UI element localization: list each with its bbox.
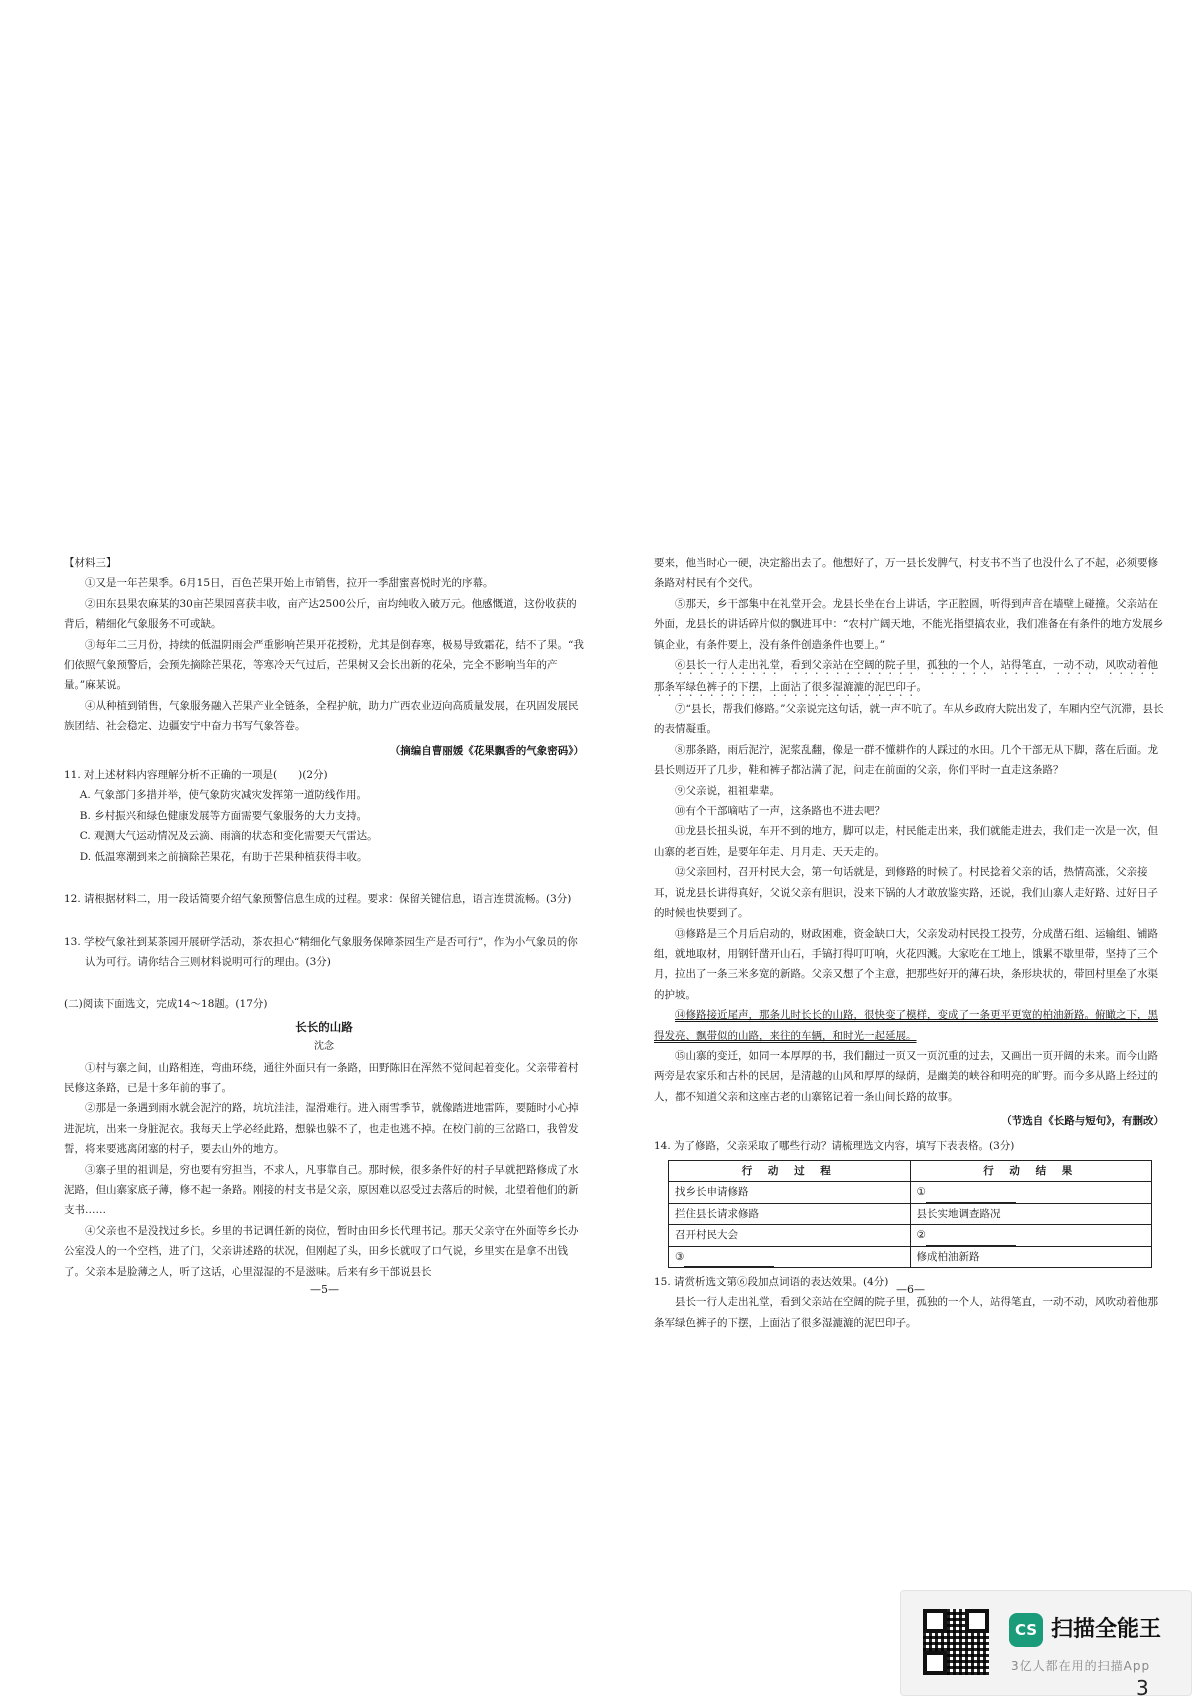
story-paragraph: ①村与寨之间，山路相连，弯曲环绕，通往外面只有一条路，田野陈旧在浑然不觉间起着变化。父亲带着村民修这条路，已是十多年前的事了。 — [64, 1061, 579, 1094]
table-header: 行 动 结 果 — [910, 1160, 1152, 1181]
story-paragraph-14: ⑭修路接近尾声，那条儿时长长的山路，很快变了模样，变成了一条更平更宽的柏油新路。俯瞰之下，黑得发亮、飘带似的山路，来往的车辆，和时光一起延展。 — [654, 1009, 1158, 1042]
source-note: （摘编自曹丽媛《花果飘香的气象密码》） — [389, 744, 584, 757]
blank-marker: ③ — [675, 1250, 685, 1263]
table-header: 行 动 过 程 — [669, 1160, 911, 1181]
option-a: A. 气象部门多措并举，使气象防灾减灾发挥第一道防线作用。 — [79, 789, 368, 802]
action-table — [668, 1160, 1152, 1268]
page-number-6: —6— — [896, 1283, 925, 1296]
story-paragraph: 要来，他当时心一硬，决定豁出去了。他想好了，万一县长发脾气，村支书不当了也没什么了不起，必须要修条路对村民有个交代。 — [654, 557, 1158, 590]
story-paragraph: ⑪龙县长扭头说，车开不到的地方，脚可以走，村民能走出来，我们就能走进去，我们走一次是一次，但山寨的老百姓，是要年年走、月月走、天天走的。 — [654, 825, 1158, 858]
story-paragraph: ⑫父亲回村，召开村民大会，第一句话就是，到修路的时候了。村民捻着父亲的话，热情高涨，父亲接耳，说龙县长讲得真好，父说父亲有胆识，没来下锅的人才敢放鉴实路，还说，我们山寨人走好路、过好日子的时候也快要到了。 — [654, 866, 1158, 920]
section-heading: (二)阅读下面选文，完成14～18题。(17分) — [64, 998, 268, 1011]
table-header-row — [669, 1160, 1152, 1181]
table-cell: 修成柏油新路 — [910, 1246, 1152, 1267]
question-13: 13. 学校气象社到某茶园开展研学活动，茶农担心“精细化气象服务保障茶园生产是否可行”，作为小气象员的你认为可行。请你结合三则材料说明可行的理由。(3分) — [64, 935, 578, 968]
source-note: （节选自《长路与短句》，有删改） — [1001, 1115, 1164, 1128]
story-paragraph: ②那是一条遇到雨水就会泥泞的路，坑坑洼洼，湿滑难行。进入雨雪季节，就像踏进地雷阵，要随时小心掉进泥坑，出来一身脏泥衣。我每天上学必经此路，想躲也躲不了，也走也逃不掉。在校门前的三岔路口，我曾发誓，将来要逃离闭塞的村子，要去山外的地方。 — [64, 1102, 579, 1156]
corner-number: 3 — [1136, 1676, 1149, 1700]
story-author: 沈念 — [314, 1041, 334, 1053]
option-c: C. 观测大气运动情况及云滴、雨滴的状态和变化需要天气雷达。 — [79, 830, 378, 843]
story-title: 长长的山路 — [295, 1019, 353, 1034]
question-14: 14. 为了修路，父亲采取了哪些行动？请梳理选文内容，填写下表表格。(3分) — [654, 1139, 1015, 1152]
story-paragraph: ⑮山寨的变迁，如同一本厚厚的书，我们翻过一页又一页沉重的过去，又画出一页开阔的未来。而今山路两旁是农家乐和古朴的民居，是清越的山风和厚厚的绿荫，是幽美的峡谷和明亮的旷野。而今多从路上经过的人，都不知道父亲和这座古老的山寨铭记着一条山间长路的故事。 — [654, 1049, 1158, 1103]
question-11: 11. 对上述材料内容理解分析不正确的一项是( )(2分) — [64, 769, 328, 782]
qr-finder — [923, 1651, 947, 1675]
answer-line — [926, 1190, 1016, 1203]
option-b: B. 乡村振兴和绿色健康发展等方面需要气象服务的大力支持。 — [79, 809, 368, 822]
left-page — [64, 553, 584, 1282]
app-tagline: 3亿人都在用的扫描App — [1011, 1659, 1151, 1673]
table-cell: 找乡长申请修路 — [669, 1182, 911, 1203]
story-paragraph: ⑦“县长，帮我们修路。”父亲说完这句话，就一声不吭了。车从乡政府大院出发了，车厢内空气沉滞，县长的表情凝重。 — [654, 703, 1164, 736]
right-page — [654, 553, 1164, 1333]
answer-line — [684, 1254, 774, 1267]
story-paragraph: ⑨父亲说，祖祖辈辈。 — [675, 784, 780, 797]
table-cell: 县长实地调查路况 — [910, 1203, 1152, 1224]
option-d: D. 低温寒潮到来之前摘除芒果花，有助于芒果种植获得丰收。 — [79, 850, 368, 863]
blank-marker: ② — [916, 1229, 926, 1242]
table-cell-blank[interactable] — [910, 1225, 1152, 1246]
table-cell-blank[interactable] — [669, 1246, 911, 1267]
story-paragraph: ⑧那条路，雨后泥泞，泥浆乱翻，像是一群不懂耕作的人踩过的水田。几个干部无从下脚，落在后面。龙县长则迈开了几步，鞋和裤子都沾满了泥，问走在前面的父亲，你们平时一直走这条路？ — [654, 743, 1158, 777]
qr-finder — [965, 1609, 989, 1633]
question-12: 12. 请根据材料二，用一段话简要介绍气象预警信息生成的过程。要求：保留关键信息，语言连贯流畅。(3分) — [64, 893, 572, 906]
table-row — [669, 1182, 1152, 1203]
story-paragraph: ④父亲也不是没找过乡长。乡里的书记调任新的岗位，暂时由田乡长代理书记。那天父亲守在外面等乡长办公室没人的一个空档，进了门，父亲讲述路的状况，但刚起了头，田乡长就叹了口气说，乡里实在是拿不出钱了。父亲本是脸薄之人，听了这话，心里湿湿的不是滋味。后来有乡干部说县长 — [64, 1224, 579, 1278]
camscanner-logo-icon: CS — [1009, 1613, 1043, 1647]
story-paragraph: ⑩有个干部嘀咕了一声，这条路也不进去吧？ — [675, 805, 885, 818]
table-row — [669, 1203, 1152, 1224]
paragraph: ③每年二三月份，持续的低温阴雨会严重影响芒果开花授粉，尤其是倒春寒，极易导致霜花，结不了果。“我们依照气象预警后，会预先摘除芒果花，等寒冷天气过后，芒果树又会长出新的花朵，完全不影响当年的产量。”麻某说。 — [64, 638, 584, 692]
table-row — [669, 1246, 1152, 1267]
qr-code-icon — [923, 1609, 989, 1675]
story-paragraph: ③寨子里的祖训是，穷也要有穷担当，不求人，凡事靠自己。那时候，很多条件好的村子早就把路修成了水泥路，但山寨家底子薄，修不起一条路。刚接的村支书是父亲，原因难以忍受过去落后的时候，北望着他们的新支书…… — [64, 1163, 579, 1217]
page-number-5: —5— — [310, 1283, 339, 1296]
app-name: 扫描全能王 — [1051, 1617, 1162, 1642]
blank-marker: ① — [916, 1186, 926, 1199]
table-cell: 召开村民大会 — [669, 1225, 911, 1246]
story-paragraph: ⑤那天，乡干部集中在礼堂开会。龙县长坐在台上讲话，字正腔圆，听得到声音在墙壁上碰撞。父亲站在外面，龙县长的讲话碎片似的飘进耳中：“农村广阔天地，不能光指望搞农业，我们准备在有条件的地方发展乡镇企业，有条件要上，没有条件创造条件也要上。” — [654, 597, 1164, 651]
story-paragraph: ⑬修路是三个月后启动的，财政困难，资金缺口大，父亲发动村民投工投劳，分成凿石组、运输组、铺路组，就地取材，用钢钎凿开山石，手镐打得叮叮响，火花四溅。大家吃在工地上，饿累不歇里带，坚持了三个月，拉出了一条三米多宽的新路。父亲又想了个主意，把那些好开的薄石块，条形块状的，带回村里垒了水渠的护坡。 — [654, 927, 1158, 1001]
qr-finder — [923, 1609, 947, 1633]
table-cell-blank[interactable] — [910, 1182, 1152, 1203]
table-row — [669, 1225, 1152, 1246]
question-15-quote: 县长一行人走出礼堂，看到父亲站在空阔的院子里，孤独的一个人，站得笔直，一动不动，风吹动着他那条军绿色裤子的下摆，上面沾了很多湿漉漉的泥巴印子。 — [654, 1296, 1158, 1329]
paragraph: ①又是一年芒果季。6月15日，百色芒果开始上市销售，拉开一季甜蜜喜悦时光的序幕。 — [85, 577, 494, 590]
paragraph: ②田东县果农麻某的30亩芒果园喜获丰收，亩产达2500公斤，亩均纯收入破万元。他感慨道，这份收获的背后，精细化气象服务不可或缺。 — [64, 597, 577, 631]
story-paragraph-6: ⑥县长一行人走出礼堂，看到父亲站在空阔的院子里，孤独的一个人，站得笔直，一动不动，风吹动着他那条军绿色裤子的下摆，上面沾了很多湿漉漉的泥巴印子。 — [654, 659, 1158, 694]
question-15: 15. 请赏析选文第⑥段加点词语的表达效果。(4分) — [654, 1276, 889, 1288]
table-cell: 拦住县长请求修路 — [669, 1203, 911, 1224]
answer-line — [926, 1233, 1016, 1246]
paragraph: ④从种植到销售，气象服务融入芒果产业全链条，全程护航，助力广西农业迈向高质量发展，在巩固发展民族团结、社会稳定、边疆安宁中奋力书写气象答卷。 — [64, 699, 579, 733]
material-heading: 【材料三】 — [64, 557, 117, 569]
